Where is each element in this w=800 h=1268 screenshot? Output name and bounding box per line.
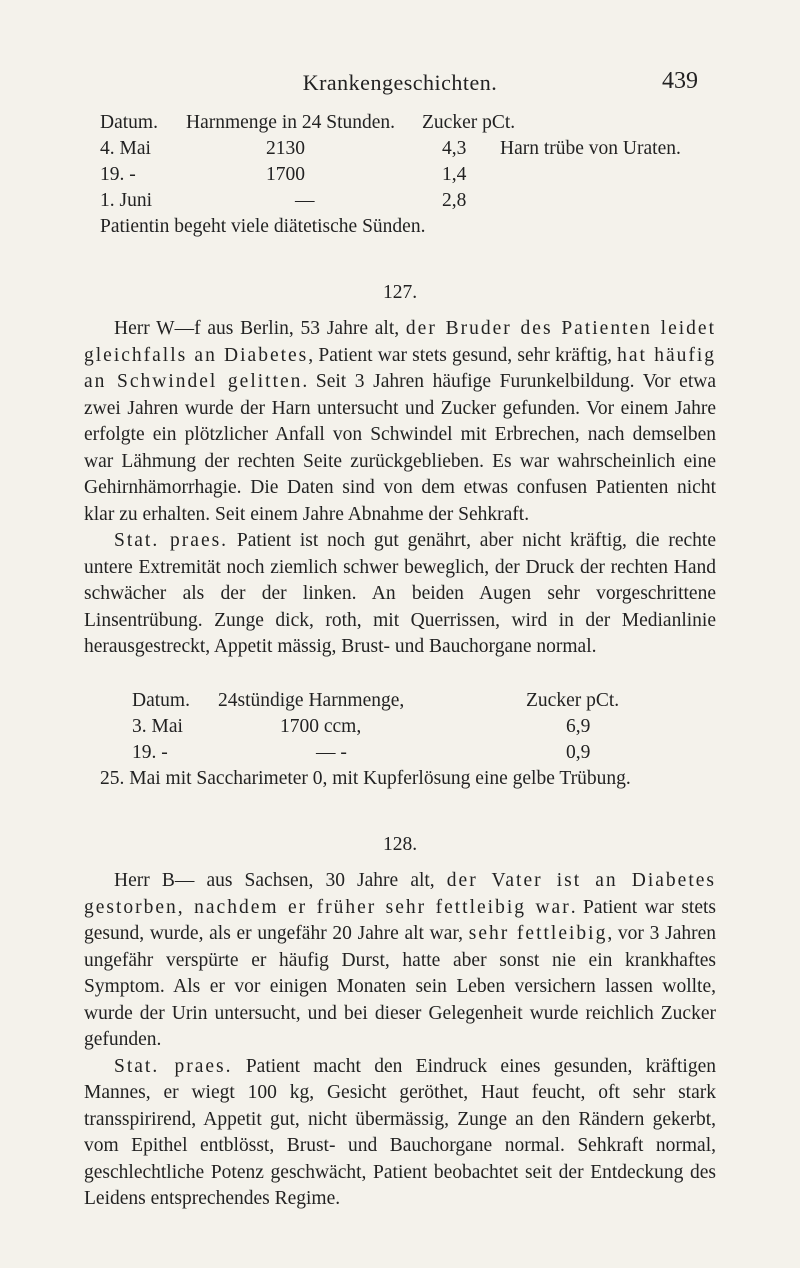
- case-127-paragraph-2: [84, 528, 716, 661]
- text-run: , vor 3 Jahren ungefähr verspürte er häufig Durst, hatte aber sonst nie ein krankhaftes Symptom. Als er vor einigen Monaten sein Leben versichern lassen wollte, wurde der Urin untersucht, und bei dieser Gelegenheit wurde reichlich Zucker gefunden.: [84, 923, 717, 1050]
- case-128-paragraph-1: [84, 868, 716, 1054]
- table1-header-sugar: Zucker pCt.: [422, 112, 516, 133]
- table1-note: Patientin begeht viele diätetische Sünden.: [100, 216, 426, 237]
- text-run: Patient ist noch gut genährt, aber nicht kräftig, die rechte untere Extremität noch ziemlich schwer beweglich, der Druck der rechten Hand schwächer als der der linken. An beiden Augen sehr vorgeschrittene Linsentrübung. Zunge dick, roth, mit Querrissen, wird in der Medianlinie herausgestreckt, Appetit mässig, Brust- und Bauchorgane normal.: [84, 530, 716, 657]
- case-128-history: [84, 868, 716, 1213]
- table2-note: 25. Mai mit Saccharimeter 0, mit Kupferlösung eine gelbe Trübung.: [100, 768, 631, 789]
- table1-header-volume: Harnmenge in 24 Stunden.: [186, 112, 396, 133]
- table-cell: 2,8: [442, 190, 467, 211]
- status-praesens-label: Stat. praes.: [114, 530, 229, 551]
- text-run: . Seit 3 Jahren häufige Furunkelbildung. Vor etwa zwei Jahren wurde der Harn untersucht und Zucker gefunden. Vor einem Jahre erfolgte ein plötzlicher Anfall von Schwindel mit Erbrechen, nach demselben war Lähmung der rechten Seite zurückgeblieben. Es war wahrscheinlich eine Gehirnhämorrhagie. Die Daten sind von dem etwas confusen Patienten nicht klar zu erhalten. Seit einem Jahre Abnahme der Sehkraft.: [84, 371, 716, 525]
- table-cell: 0,9: [566, 742, 591, 763]
- case-127-history: [84, 316, 716, 661]
- table-cell: 1,4: [442, 164, 467, 185]
- table2-header-sugar: Zucker pCt.: [526, 690, 620, 711]
- table-cell: 6,9: [566, 716, 591, 737]
- table-cell: — -: [316, 742, 347, 763]
- running-title: Krankengeschichten.: [302, 70, 498, 95]
- table-cell: 19. -: [132, 742, 168, 763]
- emphasized-text: hat häufig an Schwindel gelitten: [84, 344, 717, 392]
- emphasized-text: der Vater ist an Diabetes gestorben, nachdem er früher sehr fettleibig war: [84, 870, 716, 918]
- table2-header-date: Datum.: [132, 690, 190, 711]
- case-128-number: 128.: [382, 834, 418, 855]
- table-cell: 1. Juni: [100, 190, 153, 211]
- status-praesens-label: Stat. praes.: [114, 1055, 233, 1077]
- emphasized-text: sehr fettleibig: [468, 923, 608, 944]
- table2-header-volume: 24stündige Harnmenge,: [218, 690, 405, 711]
- page-number: 439: [662, 68, 698, 94]
- table-cell: Harn trübe von Uraten.: [500, 138, 681, 159]
- emphasized-text: der Bruder des Patienten leidet gleichfalls an Diabetes: [84, 318, 716, 366]
- table1-header-date: Datum.: [100, 112, 158, 133]
- table-cell: 1700: [266, 164, 305, 185]
- table-cell: 1700 ccm,: [280, 716, 362, 737]
- table-cell: 19. -: [100, 164, 136, 185]
- case-127-paragraph-1: [84, 316, 716, 528]
- table-cell: 3. Mai: [132, 716, 183, 737]
- text-run: Herr B— aus Sachsen, 30 Jahre alt,: [114, 870, 447, 891]
- table-cell: 2130: [266, 138, 305, 159]
- case-127-number: 127.: [382, 282, 418, 303]
- text-run: . Patient war stets gesund, wurde, als er ungefähr 20 Jahre alt war,: [84, 896, 716, 944]
- table-cell: 4. Mai: [100, 138, 151, 159]
- case-128-paragraph-2: [84, 1054, 716, 1213]
- table-cell: 4,3: [442, 138, 467, 159]
- table-cell: —: [295, 190, 315, 211]
- text-run: , Patient war stets gesund, sehr kräftig,: [308, 344, 618, 366]
- text-run: Patient macht den Eindruck eines gesunden, kräftigen Mannes, er wiegt 100 kg, Gesicht geröthet, Haut feucht, oft sehr stark transspirirend, Appetit gut, nicht übermässig, Zunge an den Rändern gekerbt, vom Epithel entblösst, Brust- und Bauchorgane normal. Sehkraft normal, geschlechtliche Potenz geschwächt, Patient beobachtet seit der Entdeckung des Leidens entsprechendes Regime.: [84, 1055, 716, 1209]
- text-run: Herr W—f aus Berlin, 53 Jahre alt,: [114, 318, 406, 339]
